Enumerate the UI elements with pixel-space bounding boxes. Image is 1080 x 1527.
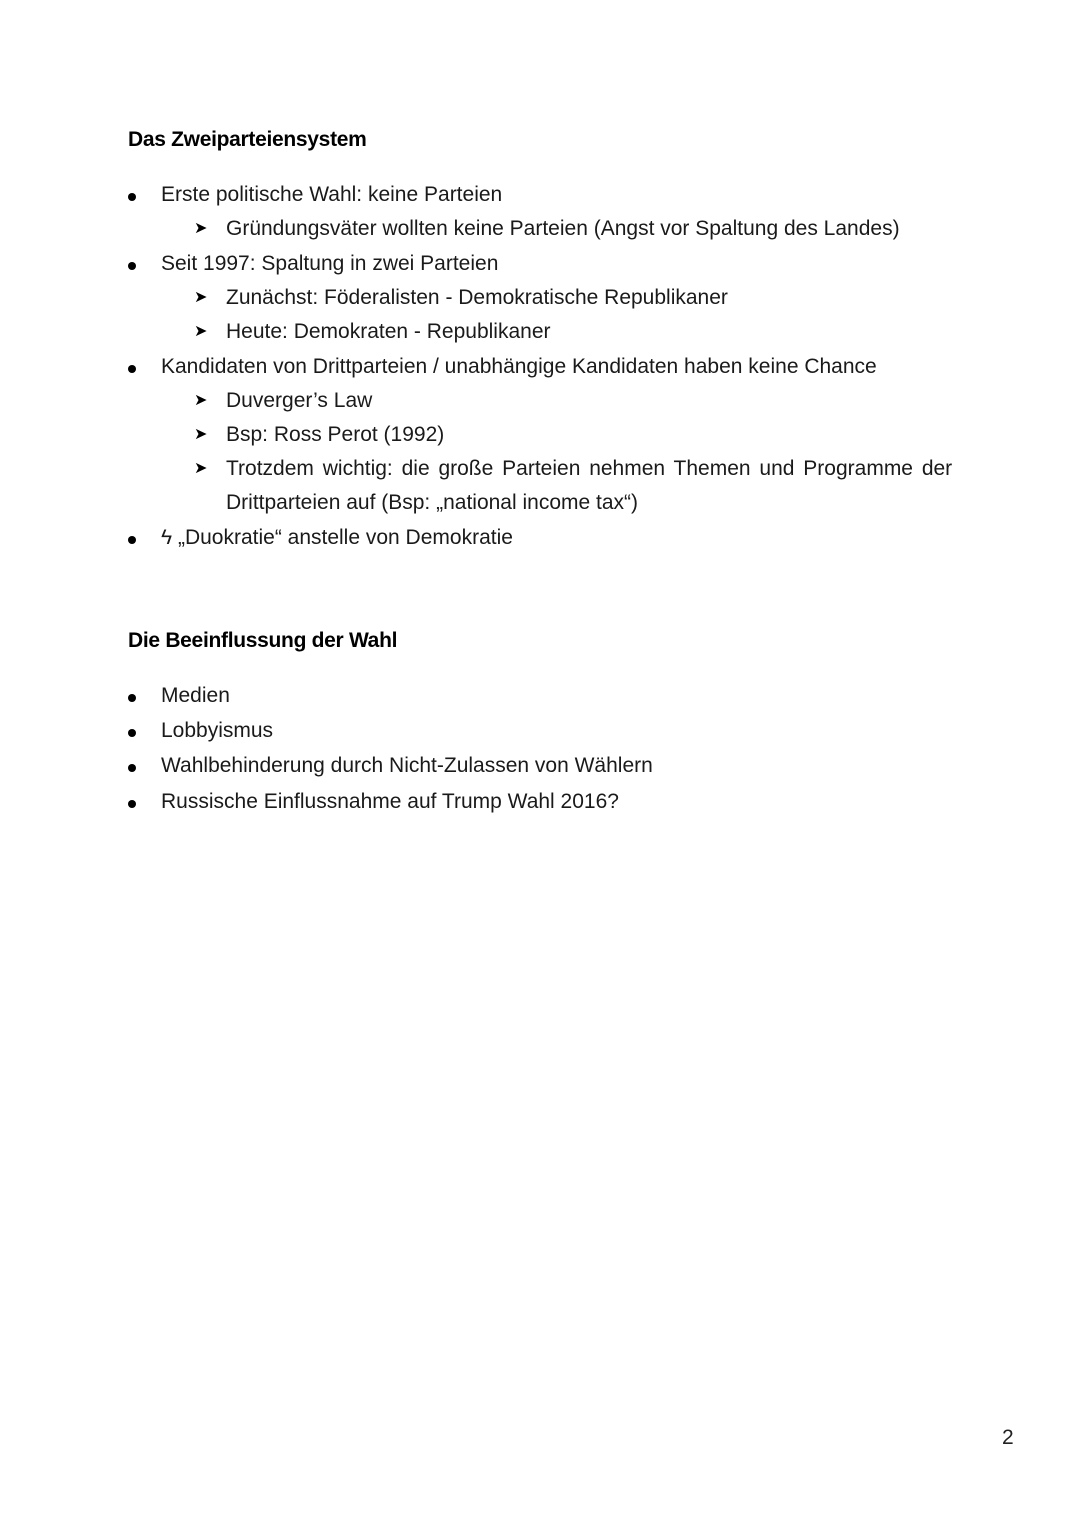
list-item-text: Lobbyismus	[161, 719, 274, 742]
arrowhead-bullet-icon: ➤	[194, 392, 208, 409]
sub-list-item	[0, 212, 1080, 246]
list-item-text: Wahlbehinderung durch Nicht-Zulassen von Wählern	[161, 754, 653, 777]
list-item-text: Erste politische Wahl: keine Parteien	[161, 183, 503, 206]
list-item-text: Medien	[161, 684, 230, 707]
list-item-text: Seit 1997: Spaltung in zwei Parteien	[161, 252, 499, 275]
sub-list-item-text: Trotzdem wichtig: die große Parteien nehmen Themen und Programme der	[226, 457, 953, 480]
list-item	[0, 749, 1080, 783]
list-item	[0, 521, 1080, 555]
list-item	[0, 247, 1080, 281]
bullet-icon	[128, 694, 136, 702]
sub-list-item-text: Duverger’s Law	[226, 389, 373, 412]
sub-list-item-text: Gründungsväter wollten keine Parteien (Angst vor Spaltung des Landes)	[226, 217, 900, 240]
bullet-icon	[128, 365, 136, 373]
list-item	[0, 178, 1080, 212]
list-item	[0, 679, 1080, 713]
sub-list-item	[0, 452, 1080, 486]
sub-list-item	[0, 281, 1080, 315]
sub-list-item-text: Zunächst: Föderalisten - Demokratische Republikaner	[226, 286, 728, 309]
list-item	[0, 785, 1080, 819]
bullet-icon	[128, 262, 136, 270]
bullet-icon	[128, 193, 136, 201]
bullet-icon	[128, 536, 136, 544]
list-item	[0, 350, 1080, 384]
sub-list-item	[0, 315, 1080, 349]
list-item-text: Kandidaten von Drittparteien / unabhängige Kandidaten haben keine Chance	[161, 355, 877, 378]
bullet-icon	[128, 729, 136, 737]
arrowhead-bullet-icon: ➤	[194, 289, 208, 306]
sub-list-item	[0, 384, 1080, 418]
bullet-icon	[128, 800, 136, 808]
sub-list-item	[0, 418, 1080, 452]
arrowhead-bullet-icon: ➤	[194, 323, 208, 340]
page-number: 2	[1002, 1426, 1014, 1449]
arrowhead-bullet-icon: ➤	[194, 426, 208, 443]
sub-list-item-continuation	[0, 486, 1080, 520]
section-heading-beeinflussung: Die Beeinflussung der Wahl	[128, 629, 398, 652]
list-item-text: Russische Einflussnahme auf Trump Wahl 2016?	[161, 790, 619, 813]
list-item	[0, 714, 1080, 748]
sub-list-item-text: Heute: Demokraten - Republikaner	[226, 320, 551, 343]
arrowhead-bullet-icon: ➤	[194, 220, 208, 237]
sub-list-item-text: Bsp: Ross Perot (1992)	[226, 423, 445, 446]
arrowhead-bullet-icon: ➤	[194, 460, 208, 477]
sub-list-item-text: Drittparteien auf (Bsp: „national income tax“)	[226, 491, 639, 514]
list-item-text: ϟ „Duokratie“ anstelle von Demokratie	[161, 526, 513, 549]
bullet-icon	[128, 764, 136, 772]
section-heading-zweiparteiensystem: Das Zweiparteiensystem	[128, 128, 367, 151]
